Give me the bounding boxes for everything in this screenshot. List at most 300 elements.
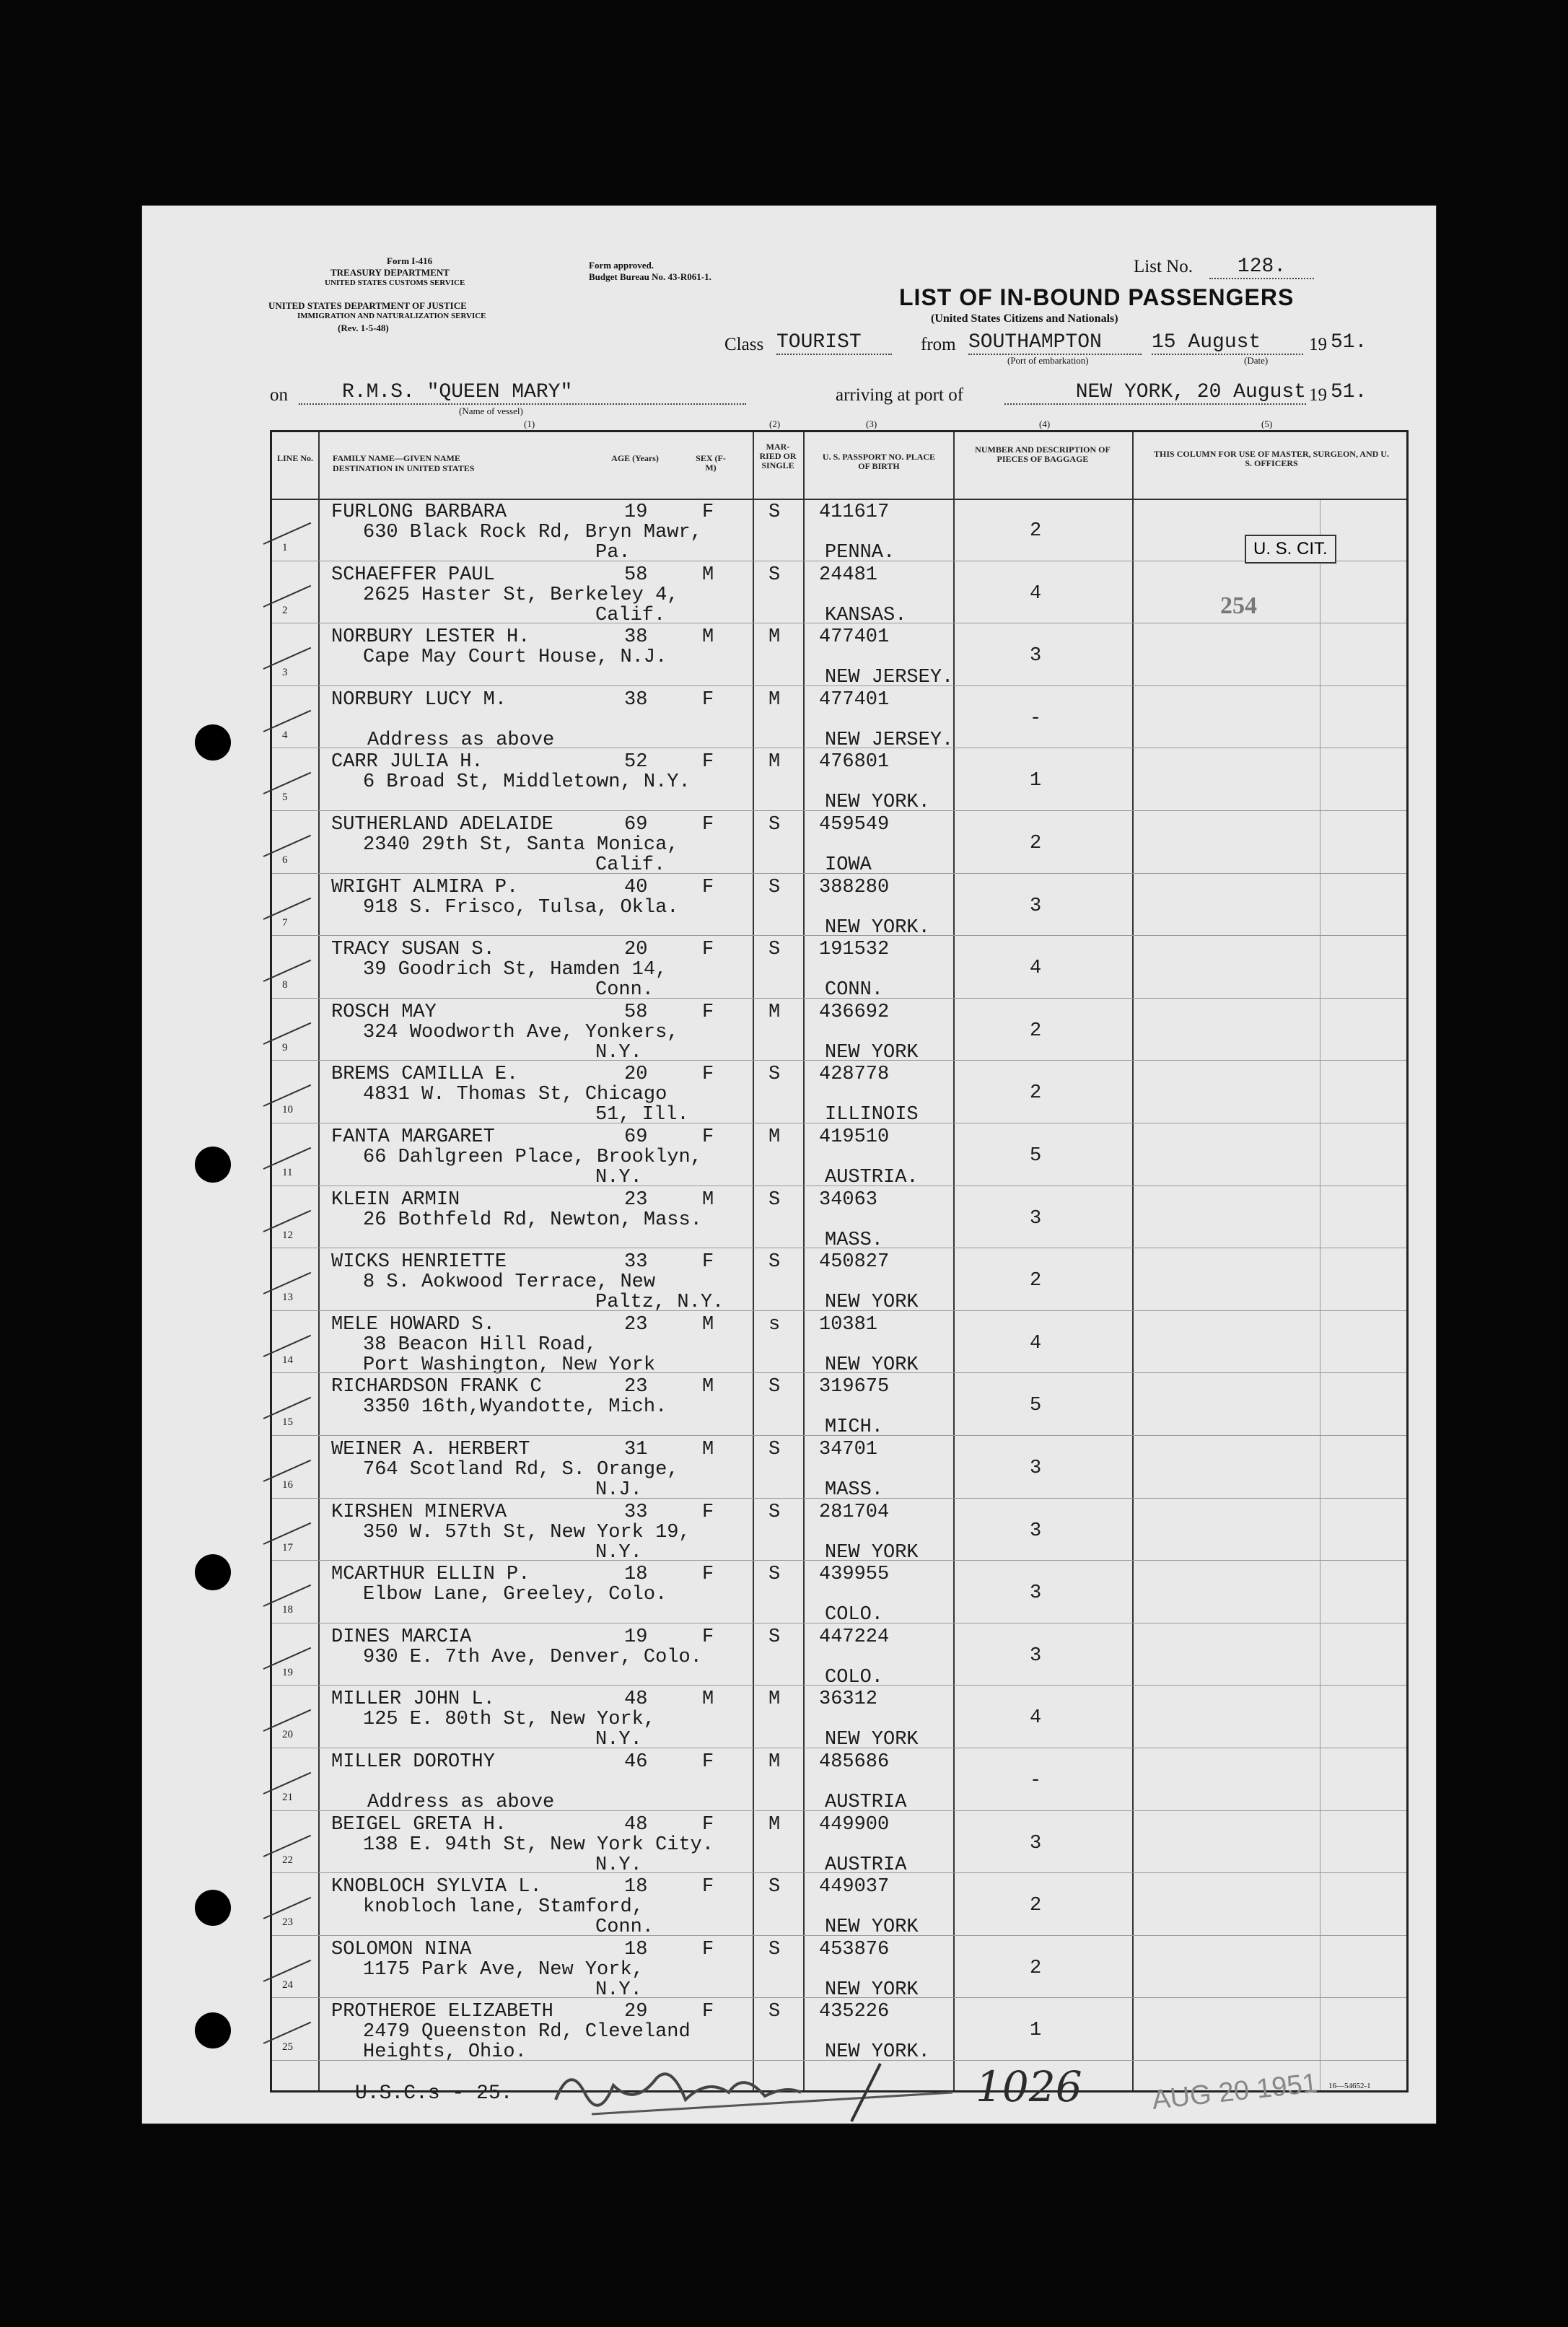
place-of-birth: CONN. <box>825 979 884 1002</box>
marital-status: M <box>768 1688 781 1711</box>
address-line-2: Address as above <box>367 1792 555 1813</box>
passport-number: 449900 <box>819 1813 890 1836</box>
baggage-count: 2 <box>1030 833 1042 854</box>
age: 20 <box>624 939 648 961</box>
address-line-1: 4831 W. Thomas St, Chicago <box>363 1084 667 1106</box>
place-of-birth: AUSTRIA. <box>825 1167 919 1188</box>
place-of-birth: MASS. <box>825 1479 884 1501</box>
sex: F <box>702 1813 714 1836</box>
date-caption: (Date) <box>1244 355 1269 366</box>
address-line-2: Calif. <box>595 854 666 876</box>
sex: M <box>702 1376 714 1398</box>
passport-number: 449037 <box>819 1876 890 1898</box>
year-prefix-2: 19 <box>1309 385 1327 405</box>
place-of-birth: AUSTRIA <box>825 1792 907 1813</box>
marital-status: M <box>768 1001 781 1023</box>
passenger-name: PROTHEROE ELIZABETH <box>331 2001 553 2023</box>
year-prefix-1: 19 <box>1309 335 1327 354</box>
passport-number: 34063 <box>819 1188 878 1211</box>
place-of-birth: IOWA <box>825 854 872 876</box>
passport-number: 459549 <box>819 814 890 836</box>
age: 38 <box>624 688 648 711</box>
footer-code: 16—54652-1 <box>1328 2082 1371 2090</box>
address-line-1: 6 Broad St, Middletown, N.Y. <box>363 771 691 794</box>
address-line-1: 125 E. 80th St, New York, <box>363 1709 656 1731</box>
marital-status: S <box>768 1938 781 1960</box>
place-of-birth: NEW YORK <box>825 1916 919 1939</box>
sex: F <box>702 876 714 898</box>
col-num-5: (5) <box>1261 418 1273 429</box>
from-label: from <box>921 335 956 354</box>
passenger-name: WRIGHT ALMIRA P. <box>331 876 519 898</box>
table-row <box>272 936 1406 1002</box>
sex: F <box>702 501 714 523</box>
line-number: 6 <box>282 854 288 866</box>
baggage-count: 3 <box>1030 1458 1042 1479</box>
line-number: 7 <box>282 916 288 929</box>
sex: F <box>702 1251 714 1274</box>
place-of-birth: MASS. <box>825 1229 884 1251</box>
address-line-2: 51, Ill. <box>595 1104 689 1126</box>
marital-status: S <box>768 1876 781 1898</box>
place-of-birth: MICH. <box>825 1416 884 1439</box>
sex: F <box>702 1876 714 1898</box>
embark-date: 15 August <box>1152 331 1303 355</box>
place-of-birth: NEW YORK <box>825 1729 919 1751</box>
line-number: 24 <box>282 1978 293 1991</box>
line-number: 15 <box>282 1416 293 1429</box>
passenger-table <box>270 430 1409 2092</box>
age: 19 <box>624 501 648 523</box>
line-number: 11 <box>282 1167 293 1178</box>
passenger-name: MELE HOWARD S. <box>331 1313 495 1336</box>
sex: F <box>702 814 714 836</box>
table-row <box>272 623 1406 689</box>
col-num-3: (3) <box>866 418 877 429</box>
table-row <box>272 499 1406 564</box>
header-destination: DESTINATION IN UNITED STATES <box>333 463 475 473</box>
line-number: 9 <box>282 1041 288 1053</box>
place-of-birth: NEW YORK <box>825 1292 919 1314</box>
passenger-name: SUTHERLAND ADELAIDE <box>331 814 553 836</box>
age: 18 <box>624 1876 648 1898</box>
officer-number: 254 <box>1220 592 1257 619</box>
marital-status: S <box>768 1064 781 1086</box>
sex: M <box>702 564 714 586</box>
age: 58 <box>624 1001 648 1023</box>
age: 19 <box>624 1626 648 1648</box>
line-number: 14 <box>282 1354 293 1366</box>
passenger-name: BREMS CAMILLA E. <box>331 1064 519 1086</box>
passport-number: 477401 <box>819 626 890 649</box>
age: 33 <box>624 1251 648 1274</box>
passenger-name: WEINER A. HERBERT <box>331 1439 530 1460</box>
age: 31 <box>624 1439 648 1460</box>
passenger-name: FANTA MARGARET <box>331 1126 495 1148</box>
passport-number: 447224 <box>819 1626 890 1648</box>
header-line-no: LINE No. <box>276 453 313 463</box>
immigration-service: IMMIGRATION AND NATURALIZATION SERVICE <box>297 312 486 320</box>
address-line-1: 39 Goodrich St, Hamden 14, <box>363 959 667 981</box>
vessel-caption: (Name of vessel) <box>459 406 523 416</box>
sex: F <box>702 1751 714 1773</box>
list-no-value: 128. <box>1209 255 1314 279</box>
place-of-birth: NEW JERSEY. <box>825 729 954 751</box>
line-number: 22 <box>282 1854 293 1866</box>
baggage-count: - <box>1030 1770 1042 1792</box>
address-line-2: Conn. <box>595 979 654 1002</box>
baggage-count: 1 <box>1030 770 1042 792</box>
sex: F <box>702 1564 714 1586</box>
table-row <box>272 1748 1406 1811</box>
line-number: 13 <box>282 1292 293 1304</box>
place-of-birth: NEW YORK <box>825 1354 919 1376</box>
table-row <box>272 1373 1406 1439</box>
baggage-count: 2 <box>1030 1020 1042 1042</box>
baggage-count: 3 <box>1030 1832 1042 1854</box>
passenger-name: BEIGEL GRETA H. <box>331 1813 507 1836</box>
header-passport: U. S. PASSPORT NO. PLACE OF BIRTH <box>822 452 936 471</box>
age: 29 <box>624 2001 648 2023</box>
marital-status: S <box>768 1251 781 1274</box>
passport-number: 24481 <box>819 564 878 586</box>
passport-number: 36312 <box>819 1688 878 1711</box>
marital-status: S <box>768 1188 781 1211</box>
punch-hole <box>195 1147 231 1183</box>
marital-status: S <box>768 1626 781 1648</box>
passenger-name: MILLER JOHN L. <box>331 1688 495 1711</box>
table-row <box>272 1436 1406 1499</box>
baggage-count: 4 <box>1030 957 1042 980</box>
age: 52 <box>624 751 648 774</box>
header-sex: SEX (F-M) <box>696 453 726 473</box>
address-line-1: 630 Black Rock Rd, Bryn Mawr, <box>363 522 702 543</box>
address-line-1: 918 S. Frisco, Tulsa, Okla. <box>363 896 679 919</box>
year-2: 51. <box>1331 381 1367 403</box>
line-number: 3 <box>282 667 288 679</box>
baggage-count: 3 <box>1030 1582 1042 1605</box>
header-name: FAMILY NAME—GIVEN NAME <box>333 453 460 463</box>
table-row <box>272 1623 1406 1686</box>
sex: F <box>702 939 714 961</box>
baggage-count: 5 <box>1030 1395 1042 1417</box>
address-line-1: 2625 Haster St, Berkeley 4, <box>363 584 679 606</box>
baggage-count: 3 <box>1030 895 1042 917</box>
passenger-name: KIRSHEN MINERVA <box>331 1501 507 1523</box>
document-subtitle: (United States Citizens and Nationals) <box>931 312 1118 325</box>
marital-status: M <box>768 751 781 774</box>
line-number: 20 <box>282 1729 293 1741</box>
address-line-1: knobloch lane, Stamford, <box>363 1896 644 1919</box>
address-line-2: N.Y. <box>595 1541 642 1564</box>
marital-status: S <box>768 939 781 961</box>
address-line-1: 8 S. Aokwood Terrace, New <box>363 1271 656 1294</box>
port-embarkation: SOUTHAMPTON <box>968 331 1142 355</box>
place-of-birth: NEW YORK <box>825 1541 919 1564</box>
table-row <box>272 1123 1406 1186</box>
sex: F <box>702 1501 714 1523</box>
passenger-name: FURLONG BARBARA <box>331 501 507 523</box>
sex: F <box>702 1064 714 1086</box>
marital-status: S <box>768 876 781 898</box>
address-line-1: 930 E. 7th Ave, Denver, Colo. <box>363 1646 702 1668</box>
line-number: 1 <box>282 542 288 553</box>
age: 38 <box>624 626 648 649</box>
address-line-1: 38 Beacon Hill Road, <box>363 1333 597 1356</box>
passenger-name: MCARTHUR ELLIN P. <box>331 1564 530 1586</box>
passport-number: 10381 <box>819 1313 878 1336</box>
sex: F <box>702 1001 714 1023</box>
address-line-2: Address as above <box>367 729 555 751</box>
baggage-count: 2 <box>1030 1270 1042 1292</box>
passenger-name: SCHAEFFER PAUL <box>331 564 495 586</box>
passport-number: 476801 <box>819 751 890 774</box>
footer-total: U.S.C.s - 25. <box>355 2082 513 2105</box>
passenger-name: WICKS HENRIETTE <box>331 1251 507 1274</box>
arriving-label: arriving at port of <box>836 385 964 405</box>
sex: F <box>702 1126 714 1148</box>
passport-number: 436692 <box>819 1001 890 1023</box>
dept-treasury: TREASURY DEPARTMENT <box>330 267 450 278</box>
form-approved: Form approved. <box>589 260 654 271</box>
line-number: 5 <box>282 792 288 804</box>
passenger-name: KLEIN ARMIN <box>331 1188 460 1211</box>
table-row <box>272 999 1406 1064</box>
baggage-count: 3 <box>1030 1644 1042 1667</box>
list-no-label: List No. <box>1134 257 1193 276</box>
passport-number: 191532 <box>819 939 890 961</box>
address-line-2: Paltz, N.Y. <box>595 1292 724 1314</box>
line-number: 18 <box>282 1604 293 1616</box>
dept-justice: UNITED STATES DEPARTMENT OF JUSTICE <box>268 300 467 311</box>
place-of-birth: NEW YORK <box>825 1978 919 2001</box>
col-num-1: (1) <box>524 418 535 429</box>
table-row <box>272 686 1406 749</box>
address-line-1: 66 Dahlgreen Place, Brooklyn, <box>363 1147 702 1168</box>
place-of-birth: NEW YORK. <box>825 792 930 814</box>
address-line-2: N.Y. <box>595 1854 642 1876</box>
place-of-birth: KANSAS. <box>825 604 907 626</box>
baggage-count: 3 <box>1030 645 1042 667</box>
passenger-name: CARR JULIA H. <box>331 751 483 774</box>
table-row <box>272 1061 1406 1126</box>
place-of-birth: COLO. <box>825 1666 884 1688</box>
handwritten-number: 1026 <box>976 2062 1082 2111</box>
header-married: MAR-RIED OR SINGLE <box>759 442 797 470</box>
address-line-1: Elbow Lane, Greeley, Colo. <box>363 1584 667 1606</box>
address-line-2: Port Washington, New York <box>363 1354 656 1376</box>
passenger-name: ROSCH MAY <box>331 1001 437 1023</box>
col-num-2: (2) <box>769 418 781 429</box>
address-line-1: 26 Bothfeld Rd, Newton, Mass. <box>363 1209 702 1231</box>
budget-bureau: Budget Bureau No. 43-R061-1. <box>589 271 711 282</box>
place-of-birth: AUSTRIA <box>825 1854 907 1876</box>
arrival-port-date: NEW YORK, 20 August <box>1004 381 1306 405</box>
table-row <box>272 1248 1406 1314</box>
baggage-count: 1 <box>1030 2020 1042 2042</box>
baggage-count: 4 <box>1030 582 1042 605</box>
table-row <box>272 874 1406 937</box>
marital-status: S <box>768 1439 781 1460</box>
address-line-2: Calif. <box>595 604 666 626</box>
table-row <box>272 1811 1406 1874</box>
passport-number: 388280 <box>819 876 890 898</box>
passenger-name: RICHARDSON FRANK C <box>331 1376 542 1398</box>
passport-number: 450827 <box>819 1251 890 1274</box>
age: 33 <box>624 1501 648 1523</box>
address-line-1: 138 E. 94th St, New York City. <box>363 1833 714 1856</box>
line-number: 19 <box>282 1666 293 1678</box>
sex: M <box>702 626 714 649</box>
date-stamp: AUG 20 1951 <box>1150 2068 1319 2116</box>
age: 23 <box>624 1376 648 1398</box>
passport-number: 281704 <box>819 1501 890 1523</box>
sex: F <box>702 751 714 774</box>
line-number: 10 <box>282 1104 293 1116</box>
sex: F <box>702 688 714 711</box>
line-number: 25 <box>282 2041 293 2054</box>
passenger-name: SOLOMON NINA <box>331 1938 472 1960</box>
revision-date: (Rev. 1-5-48) <box>338 323 389 333</box>
baggage-count: 2 <box>1030 1082 1042 1105</box>
address-line-1: 324 Woodworth Ave, Yonkers, <box>363 1021 679 1043</box>
sex: F <box>702 2001 714 2023</box>
on-label: on <box>270 385 288 405</box>
punch-hole <box>195 1554 231 1590</box>
line-number: 21 <box>282 1792 293 1803</box>
place-of-birth: COLO. <box>825 1604 884 1626</box>
table-row <box>272 1311 1406 1374</box>
baggage-count: 3 <box>1030 1207 1042 1230</box>
address-line-1: 3350 16th,Wyandotte, Mich. <box>363 1396 667 1419</box>
port-caption: (Port of embarkation) <box>1007 355 1089 366</box>
table-row <box>272 1686 1406 1751</box>
passport-number: 477401 <box>819 688 890 711</box>
punch-hole <box>195 1890 231 1926</box>
passport-number: 411617 <box>819 501 890 523</box>
address-line-1: 2340 29th St, Santa Monica, <box>363 834 679 856</box>
sex: F <box>702 1626 714 1648</box>
passport-number: 453876 <box>819 1938 890 1960</box>
passenger-name: NORBURY LUCY M. <box>331 688 507 711</box>
passenger-name: MILLER DOROTHY <box>331 1751 495 1773</box>
passport-number: 435226 <box>819 2001 890 2023</box>
marital-status: M <box>768 626 781 649</box>
marital-status: M <box>768 1751 781 1773</box>
us-citizen-stamp: U. S. CIT. <box>1245 535 1336 564</box>
col-num-4: (4) <box>1039 418 1051 429</box>
passenger-name: NORBURY LESTER H. <box>331 626 530 649</box>
place-of-birth: ILLINOIS <box>825 1104 919 1126</box>
address-line-2: N.Y. <box>595 1978 642 2001</box>
line-number: 12 <box>282 1229 293 1241</box>
marital-status: S <box>768 1376 781 1398</box>
address-line-2: Heights, Ohio. <box>363 2041 527 2064</box>
table-row <box>272 1936 1406 1999</box>
table-row <box>272 748 1406 814</box>
sex: M <box>702 1188 714 1211</box>
marital-status: S <box>768 501 781 523</box>
passenger-name: DINES MARCIA <box>331 1626 472 1648</box>
marital-status: M <box>768 688 781 711</box>
header-officers: THIS COLUMN FOR USE OF MASTER, SURGEON, AND U. S. OFFICERS <box>1154 449 1389 468</box>
address-line-1: 350 W. 57th St, New York 19, <box>363 1521 691 1543</box>
sex: F <box>702 1938 714 1960</box>
passport-number: 319675 <box>819 1376 890 1398</box>
place-of-birth: NEW YORK <box>825 1041 919 1064</box>
line-number: 8 <box>282 979 288 991</box>
class-label: Class <box>724 335 764 354</box>
table-row <box>272 1499 1406 1564</box>
address-line-2: N.Y. <box>595 1729 642 1751</box>
passport-number: 419510 <box>819 1126 890 1148</box>
marital-status: S <box>768 814 781 836</box>
baggage-count: 3 <box>1030 1520 1042 1542</box>
sex: M <box>702 1313 714 1336</box>
baggage-count: 4 <box>1030 1332 1042 1354</box>
sex: M <box>702 1688 714 1711</box>
age: 40 <box>624 876 648 898</box>
marital-status: S <box>768 1564 781 1586</box>
marital-status: M <box>768 1813 781 1836</box>
age: 23 <box>624 1313 648 1336</box>
sex: M <box>702 1439 714 1460</box>
customs-service: UNITED STATES CUSTOMS SERVICE <box>325 279 465 287</box>
document-title: LIST OF IN-BOUND PASSENGERS <box>899 284 1295 310</box>
age: 48 <box>624 1688 648 1711</box>
passport-number: 34701 <box>819 1439 878 1460</box>
baggage-count: - <box>1030 707 1042 729</box>
age: 58 <box>624 564 648 586</box>
age: 23 <box>624 1188 648 1211</box>
age: 20 <box>624 1064 648 1086</box>
header-age: AGE (Years) <box>611 453 659 463</box>
table-row <box>272 811 1406 874</box>
address-line-2: N.J. <box>595 1479 642 1501</box>
age: 18 <box>624 1564 648 1586</box>
baggage-count: 2 <box>1030 520 1042 542</box>
punch-hole <box>195 724 231 761</box>
marital-status: M <box>768 1126 781 1148</box>
address-line-1: 764 Scotland Rd, S. Orange, <box>363 1459 679 1481</box>
address-line-2: Pa. <box>595 542 631 564</box>
place-of-birth: PENNA. <box>825 542 895 564</box>
age: 48 <box>624 1813 648 1836</box>
passport-number: 428778 <box>819 1064 890 1086</box>
age: 18 <box>624 1938 648 1960</box>
baggage-count: 2 <box>1030 1895 1042 1917</box>
line-number: 4 <box>282 729 288 741</box>
age: 69 <box>624 1126 648 1148</box>
marital-status: S <box>768 2001 781 2023</box>
table-row <box>272 1873 1406 1939</box>
vessel-name: R.M.S. "QUEEN MARY" <box>299 381 746 405</box>
class-value: TOURIST <box>776 331 892 355</box>
age: 69 <box>624 814 648 836</box>
marital-status: s <box>768 1313 781 1336</box>
baggage-count: 5 <box>1030 1145 1042 1167</box>
place-of-birth: NEW JERSEY. <box>825 667 954 689</box>
baggage-count: 2 <box>1030 1957 1042 1979</box>
marital-status: S <box>768 1501 781 1523</box>
place-of-birth: NEW YORK. <box>825 2041 930 2064</box>
age: 46 <box>624 1751 648 1773</box>
passport-number: 485686 <box>819 1751 890 1773</box>
line-number: 2 <box>282 604 288 616</box>
table-row <box>272 1561 1406 1626</box>
officer-signature <box>548 2049 996 2129</box>
place-of-birth: NEW YORK. <box>825 916 930 939</box>
